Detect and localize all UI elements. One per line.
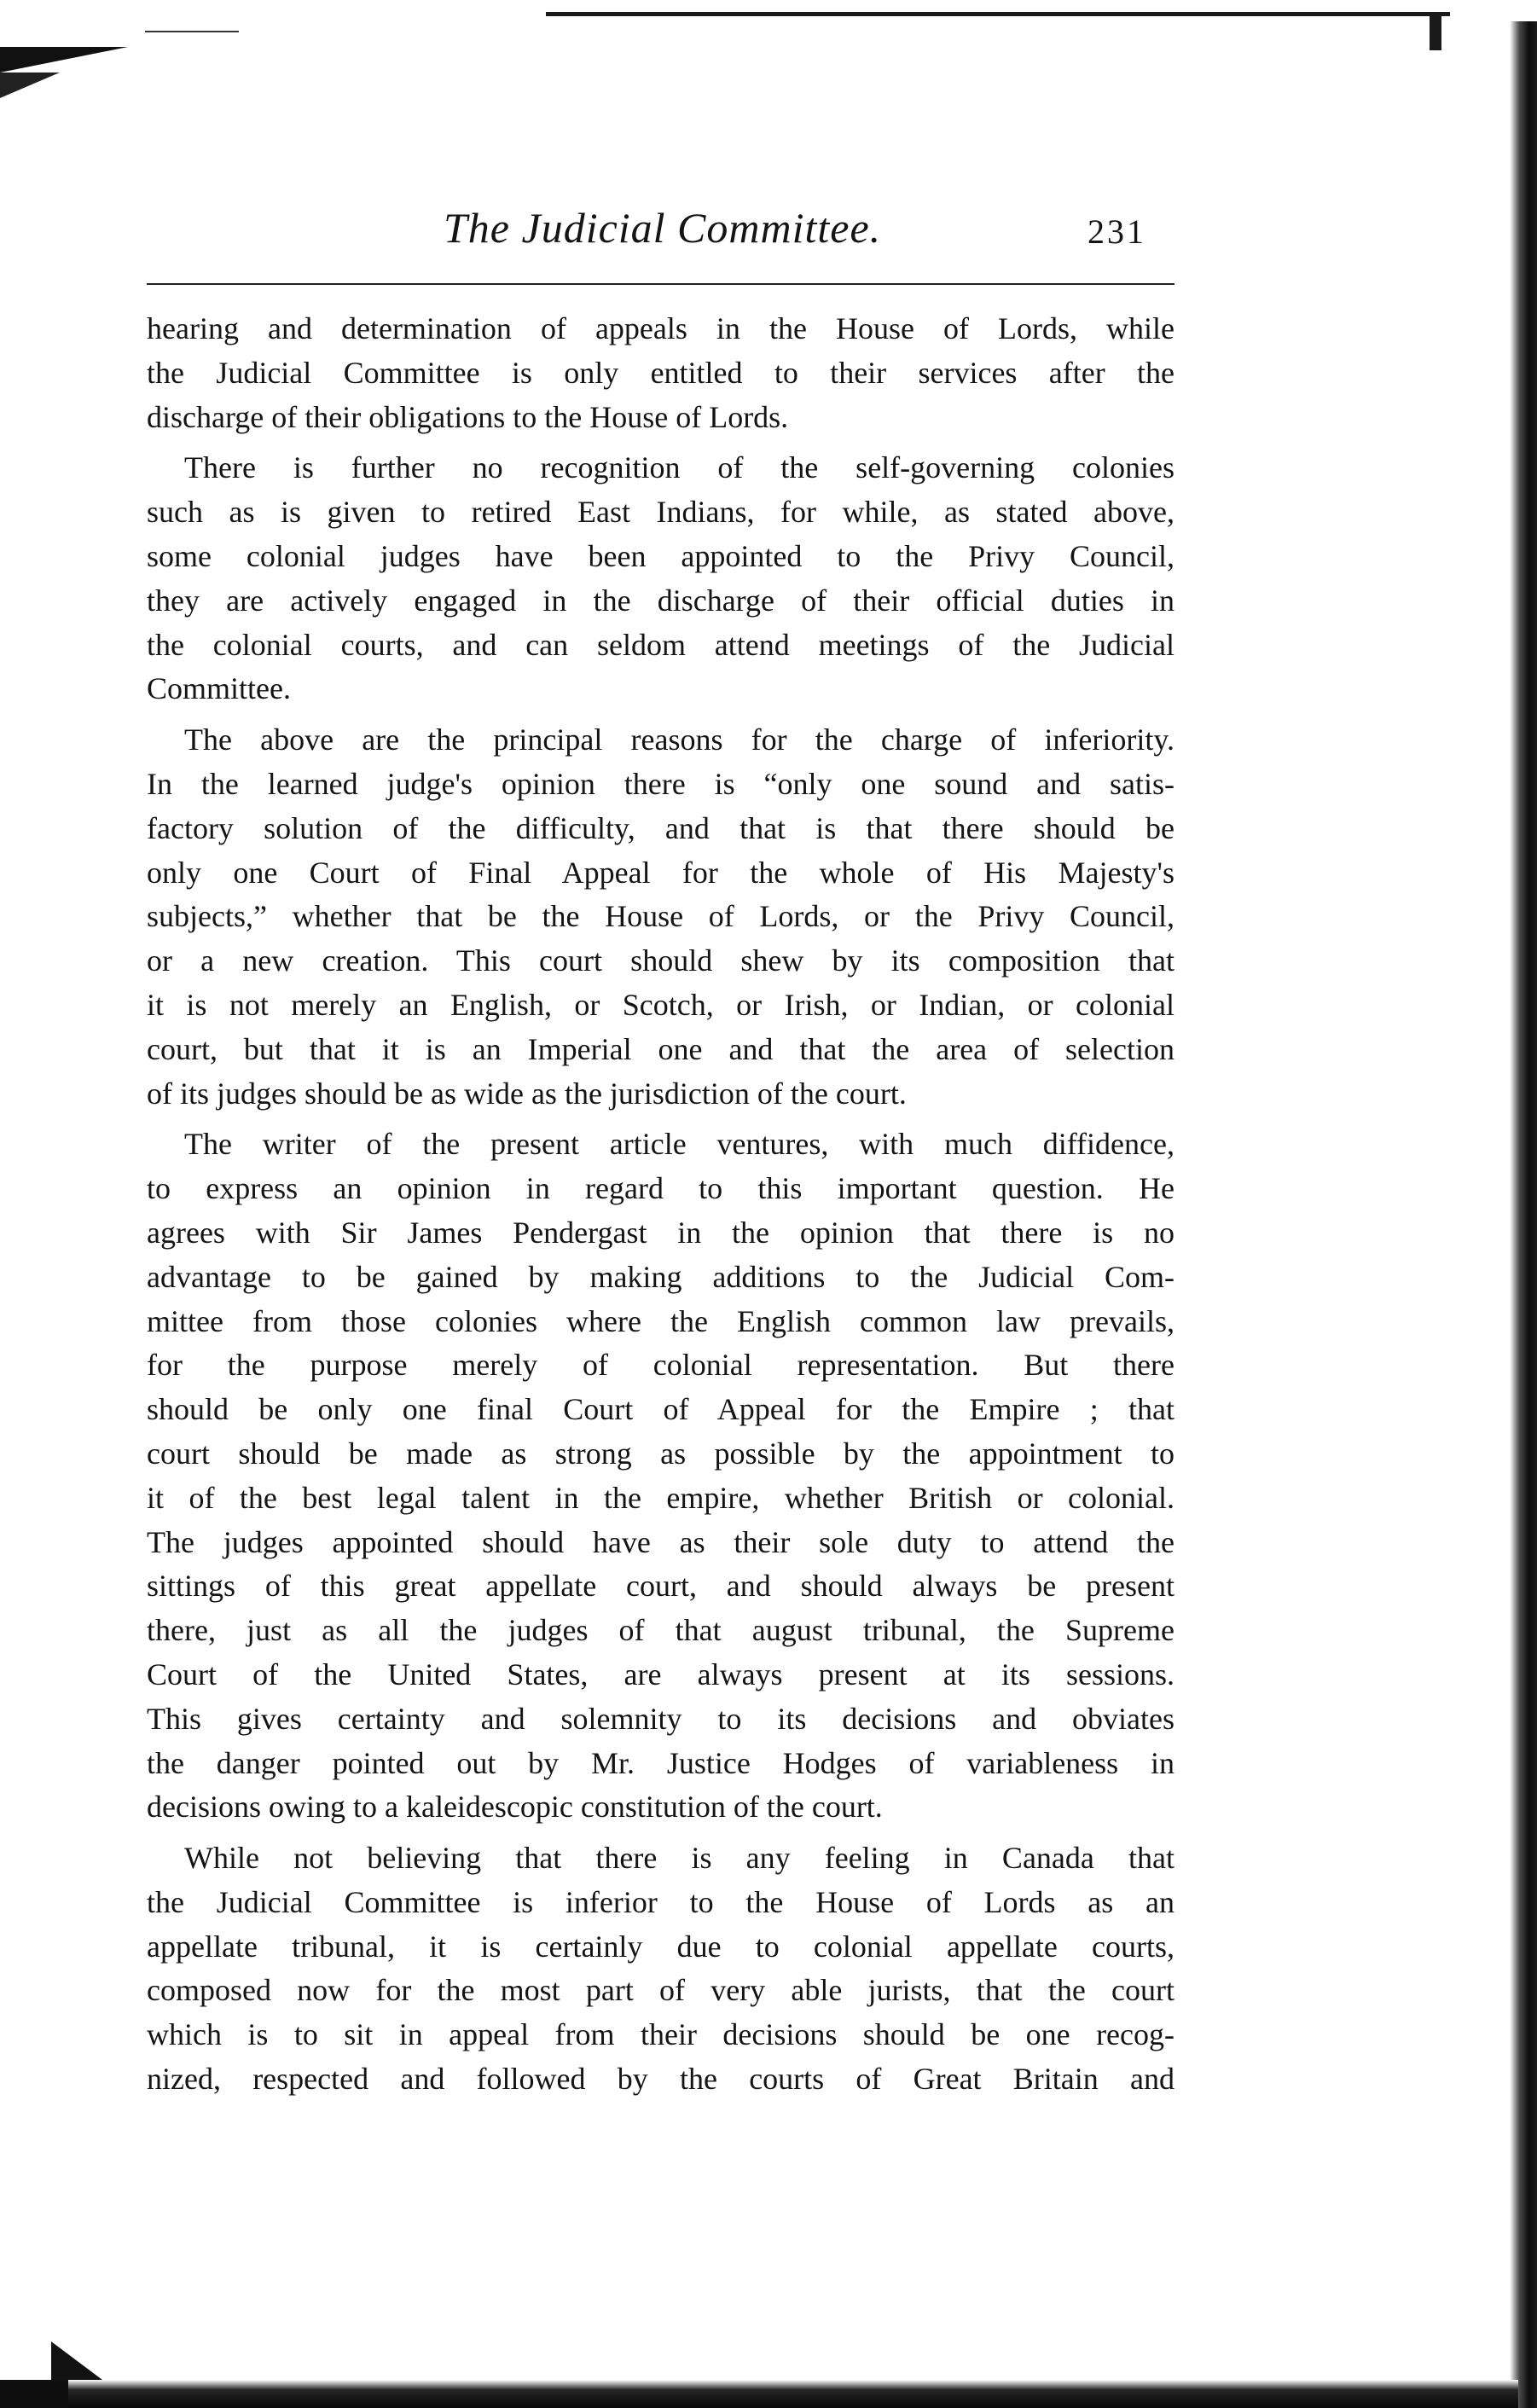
text-line: mittee from those colonies where the English common law prevails, — [147, 1303, 1174, 1338]
paragraph-5 — [147, 1836, 1174, 2102]
paragraph-2 — [147, 446, 1174, 711]
text-line: The above are the principal reasons for the charge of inferiority. — [184, 722, 1174, 757]
text-line: there, just as all the judges of that august tribunal, the Supreme — [147, 1613, 1174, 1648]
text-line: of its judges should be as wide as the jurisdiction of the court. — [147, 1076, 907, 1111]
text-line: the Judicial Committee is only entitled to their services after the — [147, 355, 1174, 390]
text-line: composed now for the most part of very able jurists, that the court — [147, 1973, 1174, 2008]
text-line: nized, respected and followed by the courts of Great Britain and — [147, 2062, 1174, 2097]
scan-edge-right — [1510, 21, 1537, 2408]
text-line: advantage to be gained by making additions to the Judicial Com- — [147, 1259, 1174, 1294]
text-line: court, but that it is an Imperial one and that the area of selection — [147, 1031, 1174, 1066]
text-line: the Judicial Committee is inferior to the House of Lords as an — [147, 1884, 1174, 1919]
text-line: court should be made as strong as possible by the appointment to — [147, 1436, 1174, 1471]
scan-edge-top — [546, 12, 1450, 16]
text-line: which is to sit in appeal from their decisions should be one recog- — [147, 2017, 1174, 2052]
text-line: should be only one final Court of Appeal for the Empire ; that — [147, 1392, 1174, 1427]
text-line: it of the best legal talent in the empire, whether British or colonial. — [147, 1480, 1174, 1515]
text-line: they are actively engaged in the discharge of their official duties in — [147, 583, 1174, 618]
text-line: This gives certainty and solemnity to its decisions and obviates — [147, 1701, 1174, 1736]
scan-edge-top-left — [145, 31, 239, 32]
text-line: The writer of the present article ventures, with much diffidence, — [184, 1127, 1174, 1162]
scan-shadow-top-left — [0, 47, 128, 73]
body-text — [147, 307, 1174, 2109]
text-line: the colonial courts, and can seldom attend meetings of the Judicial — [147, 627, 1174, 662]
text-line: The judges appointed should have as their sole duty to attend the — [147, 1524, 1174, 1559]
text-line: to express an opinion in regard to this important question. He — [147, 1171, 1174, 1206]
text-line: Committee. — [147, 671, 291, 706]
text-line: agrees with Sir James Pendergast in the opinion that there is no — [147, 1215, 1174, 1250]
text-line: While not believing that there is any feeling in Canada that — [184, 1841, 1174, 1876]
running-header — [444, 203, 1151, 263]
text-line: such as is given to retired East Indians, for while, as stated above, — [147, 495, 1174, 530]
scan-shadow-bottom-left — [51, 2341, 102, 2380]
text-line: some colonial judges have been appointed to the Privy Council, — [147, 538, 1174, 573]
text-line: appellate tribunal, it is certainly due to colonial appellate courts, — [147, 1929, 1174, 1964]
text-line: for the purpose merely of colonial representation. But there — [147, 1348, 1174, 1383]
text-line: discharge of their obligations to the House of Lords. — [147, 399, 789, 434]
scan-edge-bottom — [60, 2380, 1518, 2408]
text-line: or a new creation. This court should shew by its composition that — [147, 943, 1174, 978]
scan-shadow-top-left-inner — [0, 73, 60, 98]
scan-shadow-bottom-corner — [0, 2380, 68, 2408]
text-line: subjects,” whether that be the House of Lords, or the Privy Council, — [147, 899, 1174, 934]
page-number: 231 — [1088, 212, 1146, 251]
scan-edge-corner — [1430, 12, 1441, 50]
text-line: the danger pointed out by Mr. Justice Hodges of variableness in — [147, 1745, 1174, 1780]
paragraph-4 — [147, 1123, 1174, 1830]
text-line: In the learned judge's opinion there is “only one sound and satis- — [147, 766, 1174, 801]
paragraph-3 — [147, 718, 1174, 1116]
page-title: The Judicial Committee. — [444, 204, 882, 252]
paragraph-1 — [147, 307, 1174, 439]
text-line: only one Court of Final Appeal for the whole of His Majesty's — [147, 855, 1174, 890]
header-rule — [147, 283, 1174, 285]
text-line: decisions owing to a kaleidescopic constitution of the court. — [147, 1790, 883, 1825]
text-line: it is not merely an English, or Scotch, or Irish, or Indian, or colonial — [147, 987, 1174, 1022]
text-line: There is further no recognition of the self-governing colonies — [184, 450, 1174, 485]
text-line: hearing and determination of appeals in the House of Lords, while — [147, 311, 1174, 345]
text-line: sittings of this great appellate court, and should always be present — [147, 1569, 1174, 1604]
text-line: Court of the United States, are always present at its sessions. — [147, 1657, 1174, 1691]
text-line: factory solution of the difficulty, and that is that there should be — [147, 810, 1174, 845]
